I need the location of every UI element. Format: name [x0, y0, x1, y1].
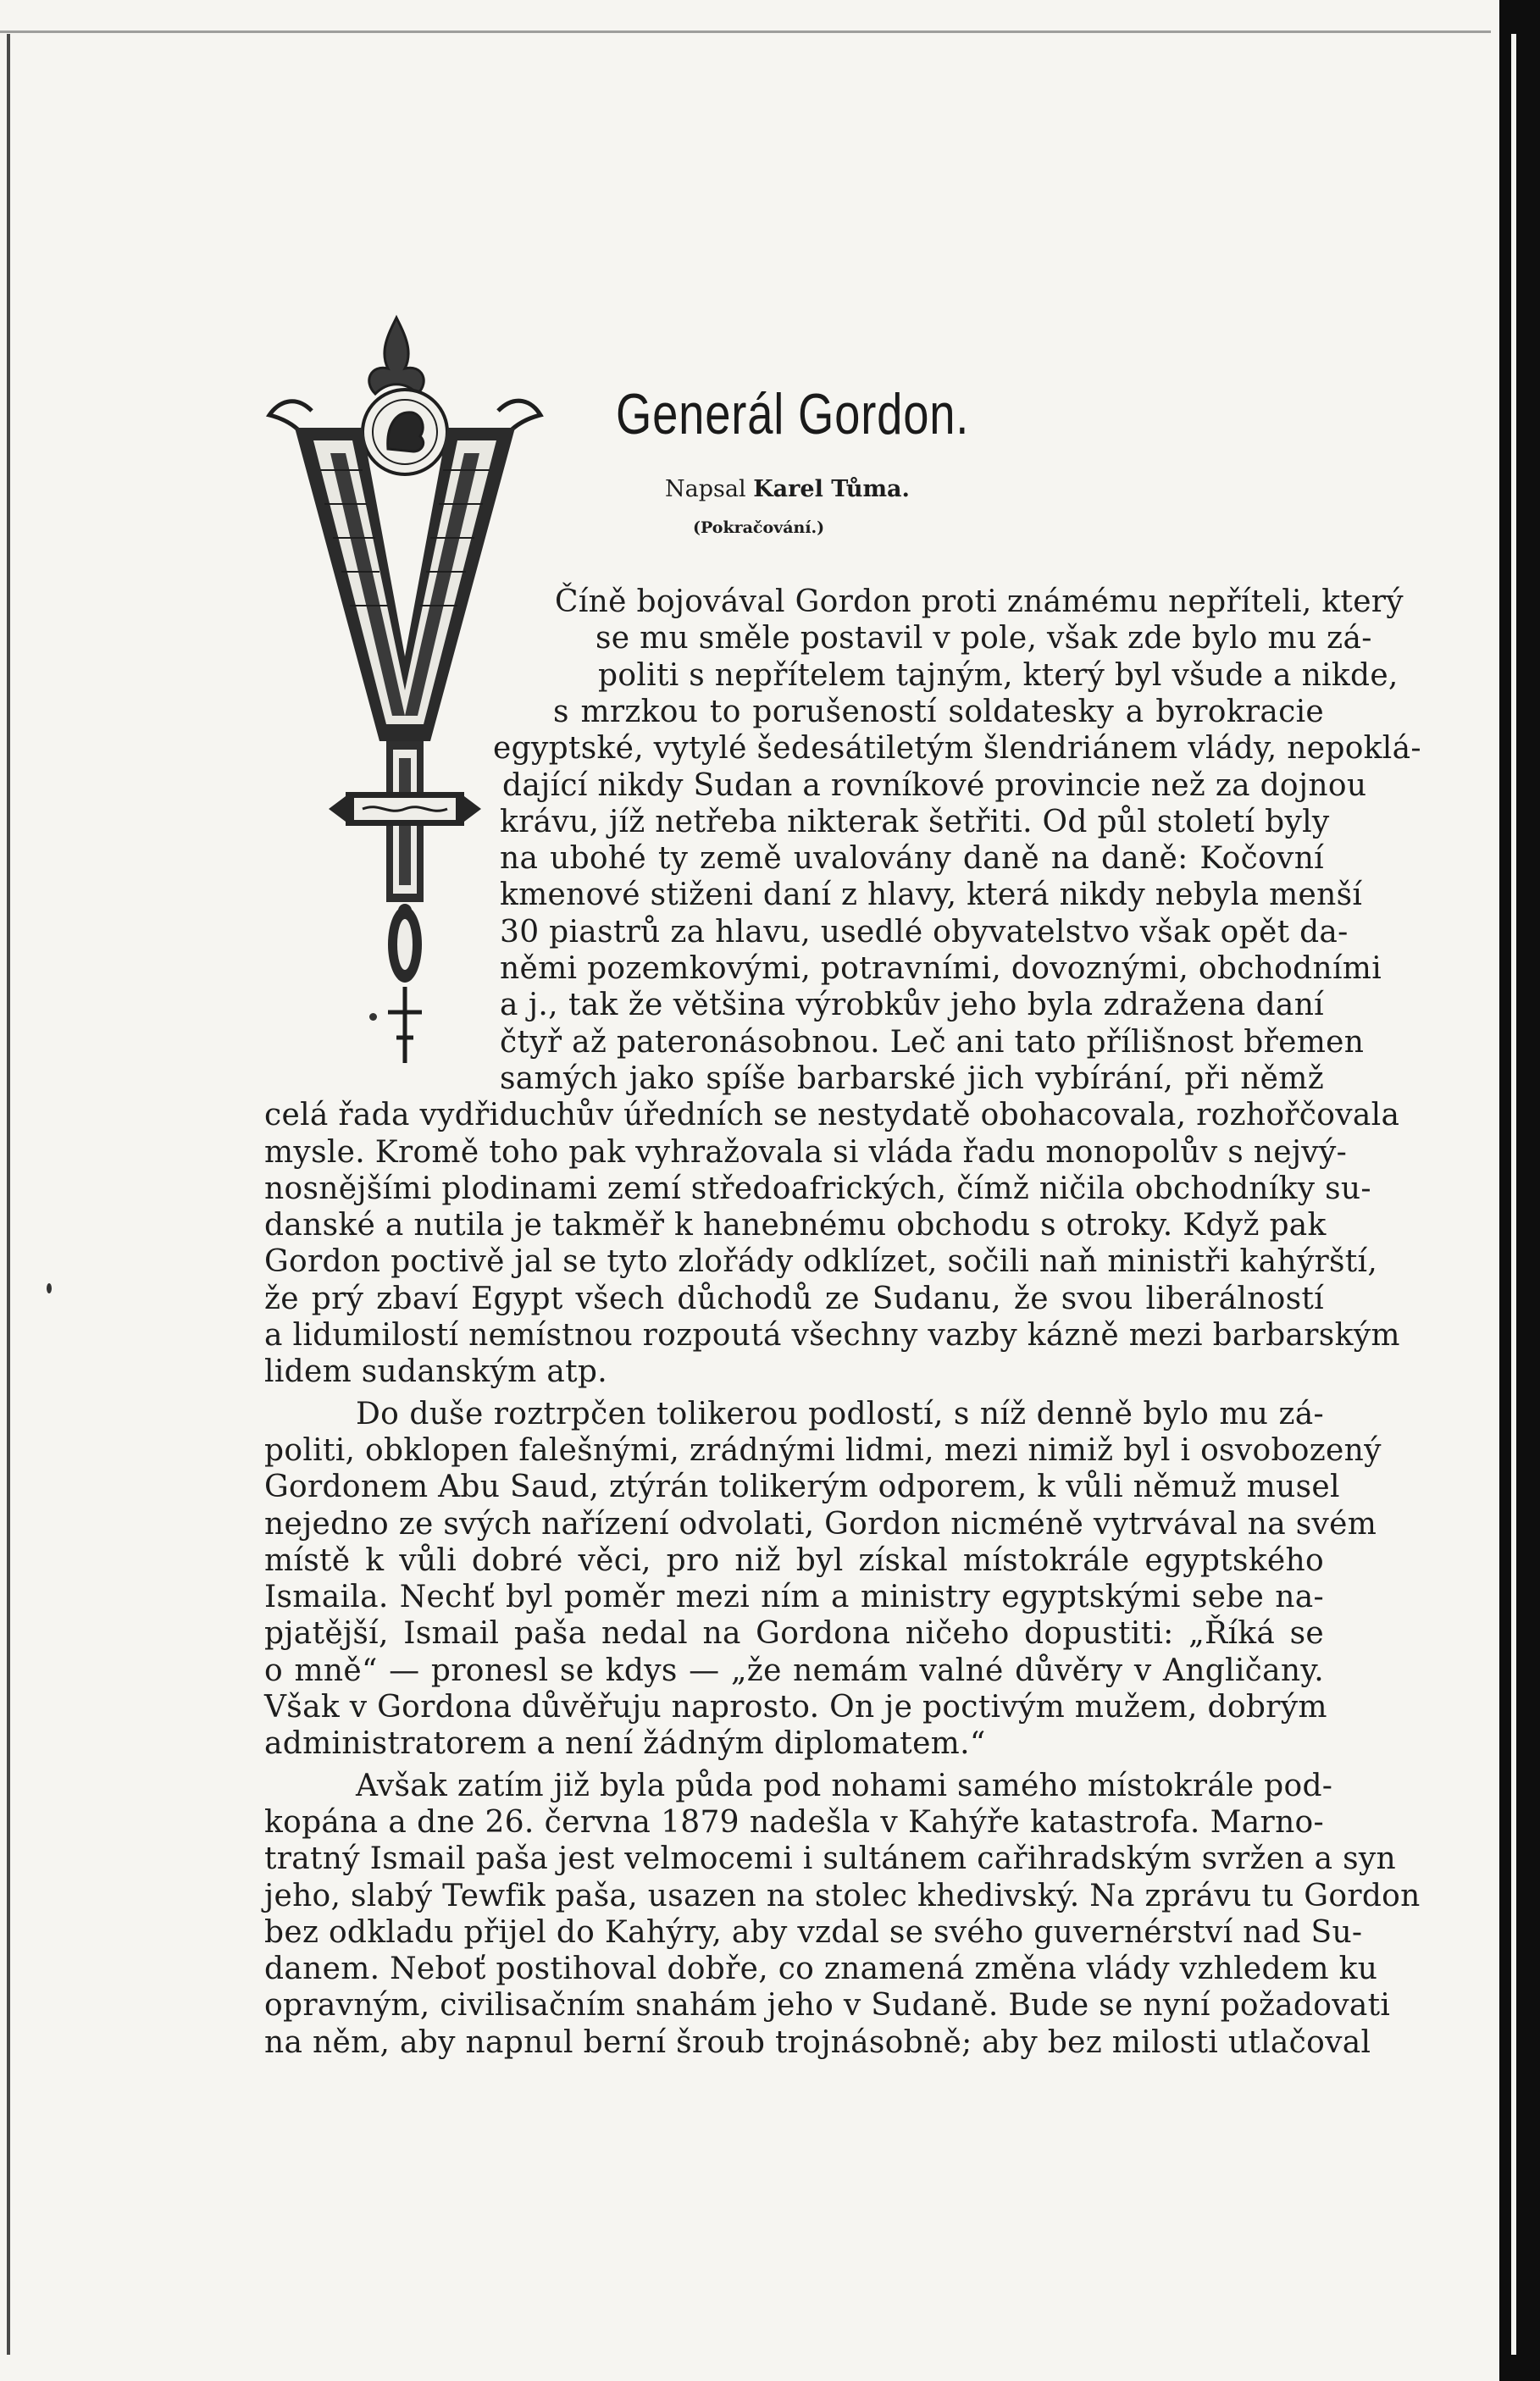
text-line: Ismaila. Nechť byl poměr mezi ním a ministry egyptskými sebe na- — [264, 1580, 1324, 1615]
text-line: egyptské, vytylé šedesátiletým šlendriánem vlády, nepoklá- — [493, 731, 1421, 767]
text-line: pjatější, Ismail paša nedal na Gordona ničeho dopustiti: „Říká se — [264, 1616, 1324, 1652]
text-line: nosnějšími plodinami zemí středoafrických, čímž ničila obchodníky su- — [264, 1171, 1371, 1206]
text-line: 30 piastrů za hlavu, usedlé obyvatelstvo však opět da- — [500, 914, 1349, 950]
page-edge-left — [7, 34, 10, 2355]
text-line: jeho, slabý Tewfik paša, usazen na stolec khedivský. Na zprávu tu Gordon — [264, 1878, 1421, 1913]
stray-ink-mark — [47, 1283, 52, 1293]
text-line: Avšak zatím již byla půda pod nohami samého místokrále pod- — [356, 1768, 1333, 1803]
text-line: mysle. Kromě toho pak vyhražovala si vláda řadu monopolův s nejvý- — [264, 1134, 1348, 1170]
text-line: němi pozemkovými, potravními, dovoznými, obchodními — [500, 951, 1382, 986]
text-line: danské a nutila je takměř k hanebnému obchodu s otroky. Když pak — [264, 1208, 1327, 1243]
text-line: politi s nepřítelem tajným, který byl všude a nikde, — [598, 657, 1399, 693]
continued-note: (Pokračování.) — [693, 518, 825, 537]
text-line: nejedno ze svých nařízení odvolati, Gordon nicméně vytrvával na svém — [264, 1506, 1377, 1542]
text-line: danem. Neboť postihoval dobře, co znamená změna vlády vzhledem ku — [264, 1952, 1378, 1987]
text-line: dající nikdy Sudan a rovníkové provincie než za dojnou — [502, 767, 1367, 803]
text-line: lidem sudanským atp. — [264, 1354, 607, 1390]
text-line: Gordonem Abu Saud, ztýrán tolikerým odporem, k vůli němuž musel — [264, 1470, 1340, 1505]
text-line: celá řada vydřiduchův úředních se nestydatě obohacovala, rozhořčovala — [264, 1098, 1400, 1133]
text-line: kmenové stiženi daní z hlavy, která nikdy nebyla menší — [500, 878, 1363, 913]
stray-ink-dot — [369, 1013, 377, 1021]
text-line: se mu směle postavil v pole, však zde bylo mu zá- — [596, 621, 1372, 656]
page-edge-top — [0, 30, 1491, 33]
text-line: o mně“ — pronesl se kdys — „že nemám valné důvěry v Angličany. — [264, 1653, 1324, 1688]
byline — [665, 476, 910, 502]
text-line: a j., tak že většina výrobkův jeho byla zdražena daní — [500, 988, 1324, 1023]
text-line: a lidumilostí nemístnou rozpoutá všechny vazby kázně mezi barbarským — [264, 1318, 1400, 1353]
text-line: s mrzkou to porušeností soldatesky a byrokracie — [553, 694, 1324, 729]
byline-prefix: Napsal — [665, 476, 746, 502]
text-line: tratný Ismail paša jest velmocemi i sultánem cařihradským svržen a syn — [264, 1841, 1397, 1877]
article-title: Generál Gordon. — [616, 382, 970, 446]
text-line: na ubohé ty země uvalovány daně na daně: Kočovní — [500, 841, 1324, 877]
text-line: administratorem a není žádným diplomatem.“ — [264, 1726, 986, 1762]
text-line: čtyř až pateronásobnou. Leč ani tato přílišnost břemen — [500, 1024, 1365, 1060]
text-line: kopána a dne 26. června 1879 nadešla v Kahýře katastrofa. Marno- — [264, 1804, 1324, 1840]
text-line: krávu, jíž netřeba nikterak šetřiti. Od půl století byly — [500, 804, 1330, 839]
page-edge-right — [1499, 0, 1540, 2381]
text-line: že prý zbaví Egypt všech důchodů ze Sudanu, že svou liberálností — [264, 1281, 1324, 1316]
text-line: místě k vůli dobré věci, pro niž byl získal místokrále egyptského — [264, 1542, 1324, 1578]
text-line: Číně bojovával Gordon proti známému nepříteli, který — [555, 584, 1404, 619]
text-line: samých jako spíše barbarské jich vybírání, při němž — [500, 1060, 1324, 1096]
text-line: bez odkladu přijel do Kahýry, aby vzdal se svého guvernérství nad Su- — [264, 1914, 1363, 1950]
author-name: Karel Tůma. — [753, 476, 910, 502]
text-line: Gordon poctivě jal se tyto zlořády odklízet, sočili naň ministři kahýrští, — [264, 1244, 1378, 1280]
text-line: na něm, aby napnul berní šroub trojnásobně; aby bez milosti utlačoval — [264, 2024, 1371, 2060]
text-line: opravným, civilisačním snahám jeho v Sudaně. Bude se nyní požadovati — [264, 1988, 1391, 2024]
text-line: Do duše roztrpčen tolikerou podlostí, s níž denně bylo mu zá- — [356, 1396, 1324, 1431]
text-line: Však v Gordona důvěřuju naprosto. On je poctivým mužem, dobrým — [264, 1690, 1327, 1725]
text-line: politi, obklopen falešnými, zrádnými lidmi, mezi nimiž byl i osvobozený — [264, 1432, 1382, 1468]
